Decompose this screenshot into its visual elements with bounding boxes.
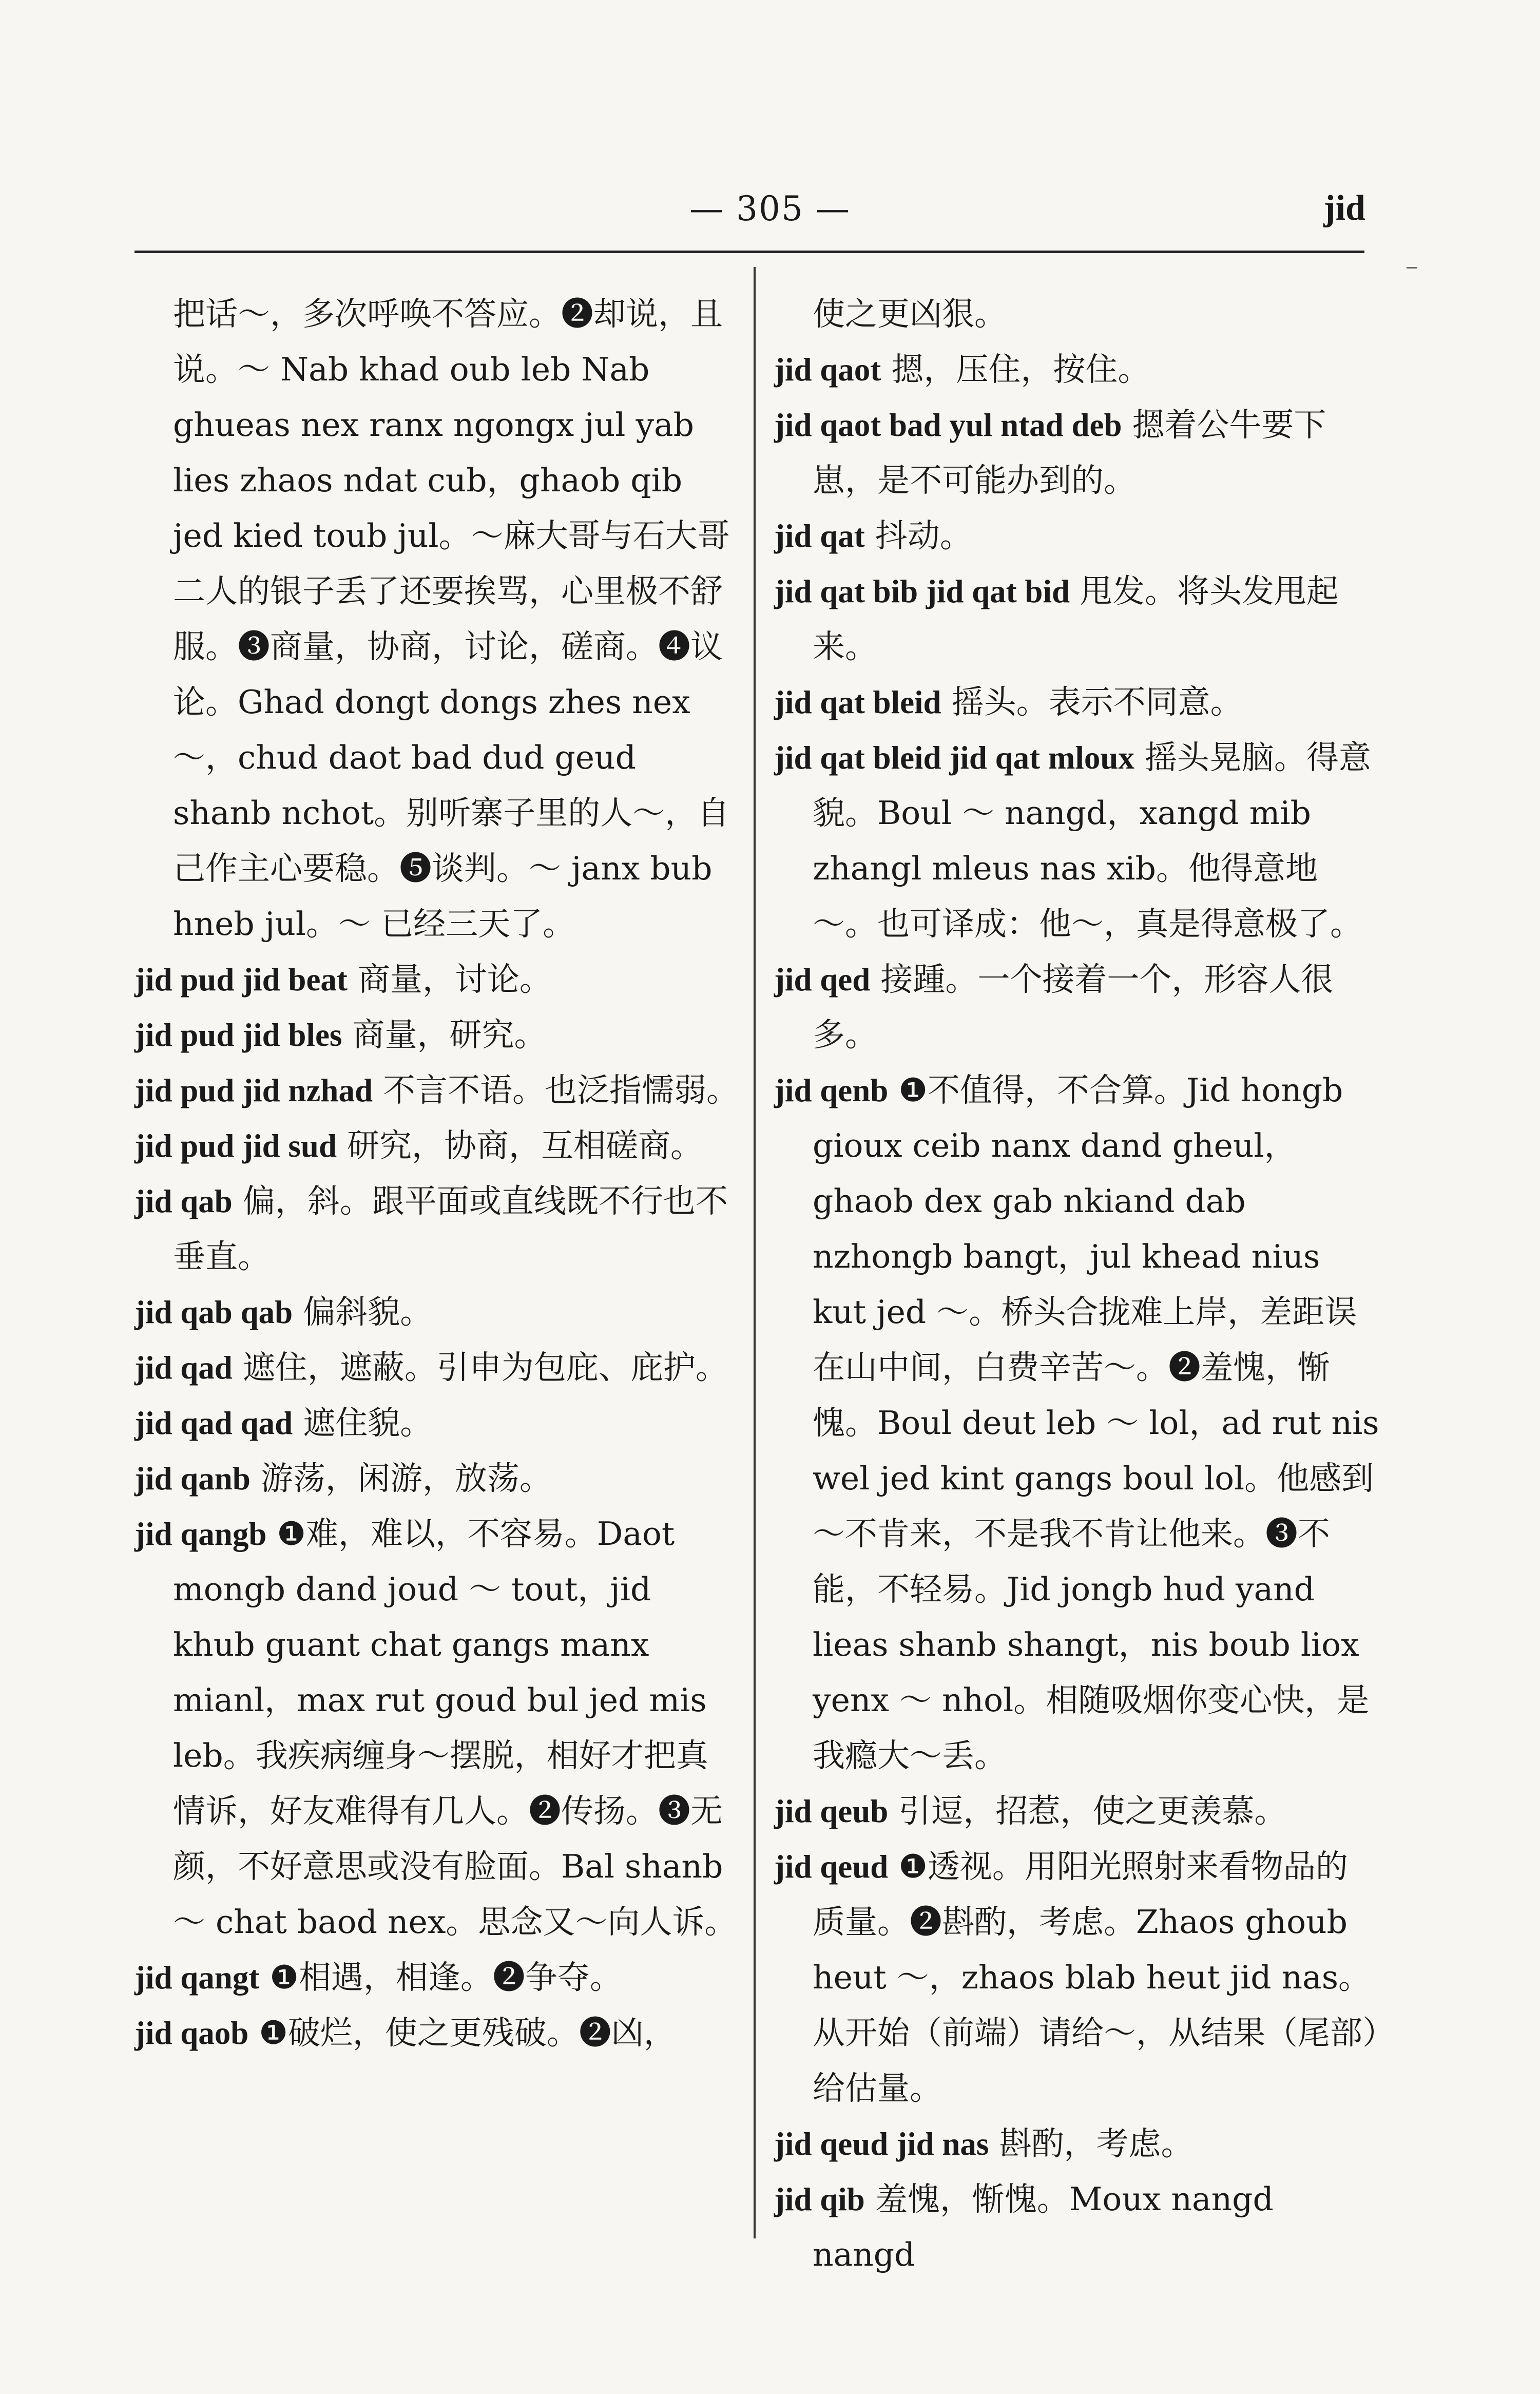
dictionary-entry [774,564,1380,675]
entry-definition: 斟酌，考虑。 [989,2125,1194,2162]
entry-headword: jid qad qad [134,1405,293,1441]
entry-definition: 遮住，遮蔽。引申为包庇、庇护。 [232,1349,728,1386]
entry-headword: jid qat bleid [774,684,941,720]
dictionary-entry [134,1063,740,1118]
entry-headword: jid qab qab [134,1294,293,1330]
entry-headword: jid qeud jid nas [774,2126,989,2162]
right-column [774,286,1380,2283]
entry-headword: jid qangt [134,1960,260,1996]
entry-headword: jid qanb [134,1461,251,1497]
entry-definition: 研究，协商，互相磋商。 [337,1127,703,1164]
entry-definition: 游荡，闲游，放荡。 [250,1460,552,1497]
entry-definition: ❶透视。用阳光照射来看物品的质量。❷斟酌，考虑。Zhaos ghoub heut ～，zhaos blab heut jid nas。从开始（前端）请给～，从结果（尾部）给估量。 [813,1848,1379,2107]
entry-definition: 引逗，招惹，使之更羡慕。 [888,1792,1287,1830]
entry-headword: jid qangb [134,1516,267,1552]
entry-headword: jid qad [134,1350,233,1386]
dictionary-entry [134,952,740,1007]
page-number: — 305 — [689,189,851,228]
page-header [0,0,1540,267]
entry-headword: jid pud jid nzhad [134,1072,373,1108]
entry-definition: ❶不值得，不合算。Jid hongb gioux ceib nanx dand gheul，ghaob dex gab nkiand dab nzhongb bangt，jul khead nius kut jed ～。桥头合拢难上岸，差距误在山中间，白费辛苦～。❷羞愧，惭愧。Boul deut leb ～ lol，ad rut nis wel jed kint gangs boul lol。他感到～不肯来，不是我不肯让他来。❸不能，不轻易。Jid jongb hud yand lieas shanb shangt，nis boub liox yenx ～ nhol。相随吸烟你变心快，是我瘾大～丢。 [813,1071,1379,1774]
dictionary-entry [774,1784,1380,1839]
column-divider [754,267,756,2238]
dictionary-entry [134,1118,740,1174]
entry-definition: 遮住貌。 [293,1404,433,1442]
entry-definition: 把话～，多次呼唤不答应。❷却说，且说。～ Nab khad oub leb Nab ghueas nex ranx ngongx jul yab lies zhaos ndat cub，ghaob qib jed kied toub jul。～麻大哥与石大哥二人的银子丢了还要挨骂，心里极不舒服。❸商量，协商，讨论，磋商。❹议论。Ghad dongt dongs zhes nex ～，chud daot bad dud geud shanb nchot。别听寨子里的人～，自己作主心要稳。❺谈判。～ janx bub hneb jul。～ 已经三天了。 [173,295,730,943]
entry-headword: jid pud jid beat [134,962,348,998]
dictionary-entry [774,508,1380,564]
entry-definition: 商量，讨论。 [347,961,552,998]
dictionary-entry [134,286,740,952]
entry-definition: 摁，压住，按住。 [881,351,1150,388]
dictionary-entry [774,2116,1380,2172]
entry-headword: jid qeud [774,1849,889,1885]
entry-definition: 羞愧，惭愧。Moux nangd nangd [813,2180,1274,2273]
entry-definition: 甩发。将头发甩起来。 [813,572,1339,665]
entry-definition: 偏斜貌。 [293,1293,433,1331]
dictionary-entry [774,952,1380,1063]
entry-headword: jid qaob [134,2015,249,2051]
margin-mark [1407,267,1417,269]
dictionary-entry [774,675,1380,730]
entry-definition: 摇头晃脑。得意貌。Boul ～ nangd，xangd mib zhangl mleus nas xib。他得意地～。也可译成：他～，真是得意极了。 [813,739,1371,943]
entry-headword: jid qat bib jid qat bid [774,573,1070,609]
entry-definition: 摇头。表示不同意。 [941,683,1243,721]
dictionary-entry [774,342,1380,397]
dictionary-entry [134,2005,740,2061]
dictionary-entry [134,1285,740,1340]
entry-definition: ❶难，难以，不容易。Daot mongb dand joud ～ tout，jid khub guant chat gangs manx mianl，max rut goud bul jed mis leb。我疾病缠身～摆脱，相好才把真情诉，好友难得有几人。❷传扬。❸无颜，不好意思或没有脸面。Bal shanb ～ chat baod nex。思念又～向人诉。 [173,1515,737,1941]
dictionary-entry [774,397,1380,508]
dictionary-entry [134,1950,740,2005]
entry-headword: jid pud jid bles [134,1017,342,1053]
entry-headword: jid qaot [774,352,881,388]
dictionary-entry [134,1340,740,1395]
dictionary-entry [774,2172,1380,2283]
entry-definition: 使之更凶狠。 [813,295,1007,333]
entry-headword: jid qab [134,1183,233,1219]
entry-definition: 接踵。一个接着一个，形容人很多。 [813,961,1334,1054]
entry-headword: jid pud jid sud [134,1128,337,1164]
dictionary-entry [774,1839,1380,2116]
dictionary-entry [134,1395,740,1451]
running-head: jid [1323,188,1365,228]
dictionary-entry [774,1063,1380,1784]
entry-headword: jid qib [774,2181,865,2217]
dictionary-entry [134,1174,740,1285]
dictionary-entry [134,1451,740,1506]
entry-headword: jid qed [774,962,871,998]
entry-definition: 抖动。 [864,517,972,554]
entry-headword: jid qat bleid jid qat mloux [774,740,1134,776]
dictionary-entry [774,730,1380,952]
dictionary-entry [134,1506,740,1950]
left-column [134,286,740,2061]
entry-definition: 商量，研究。 [342,1016,547,1054]
entry-definition: 摁着公牛要下崽，是不可能办到的。 [813,406,1326,499]
entry-definition: ❶破烂，使之更残破。❷凶， [248,2014,676,2052]
entry-definition: ❶相遇，相逢。❷争夺。 [259,1959,622,1996]
entry-headword: jid qeub [774,1793,889,1829]
entry-definition: 偏，斜。跟平面或直线既不行也不垂直。 [173,1182,728,1275]
entry-definition: 不言不语。也泛指懦弱。 [372,1071,739,1109]
entry-headword: jid qaot bad yul ntad deb [774,407,1122,443]
dictionary-entry [774,286,1380,342]
entry-headword: jid qenb [774,1072,889,1108]
dictionary-entry [134,1007,740,1063]
header-rule [134,251,1364,253]
entry-headword: jid qat [774,518,865,554]
